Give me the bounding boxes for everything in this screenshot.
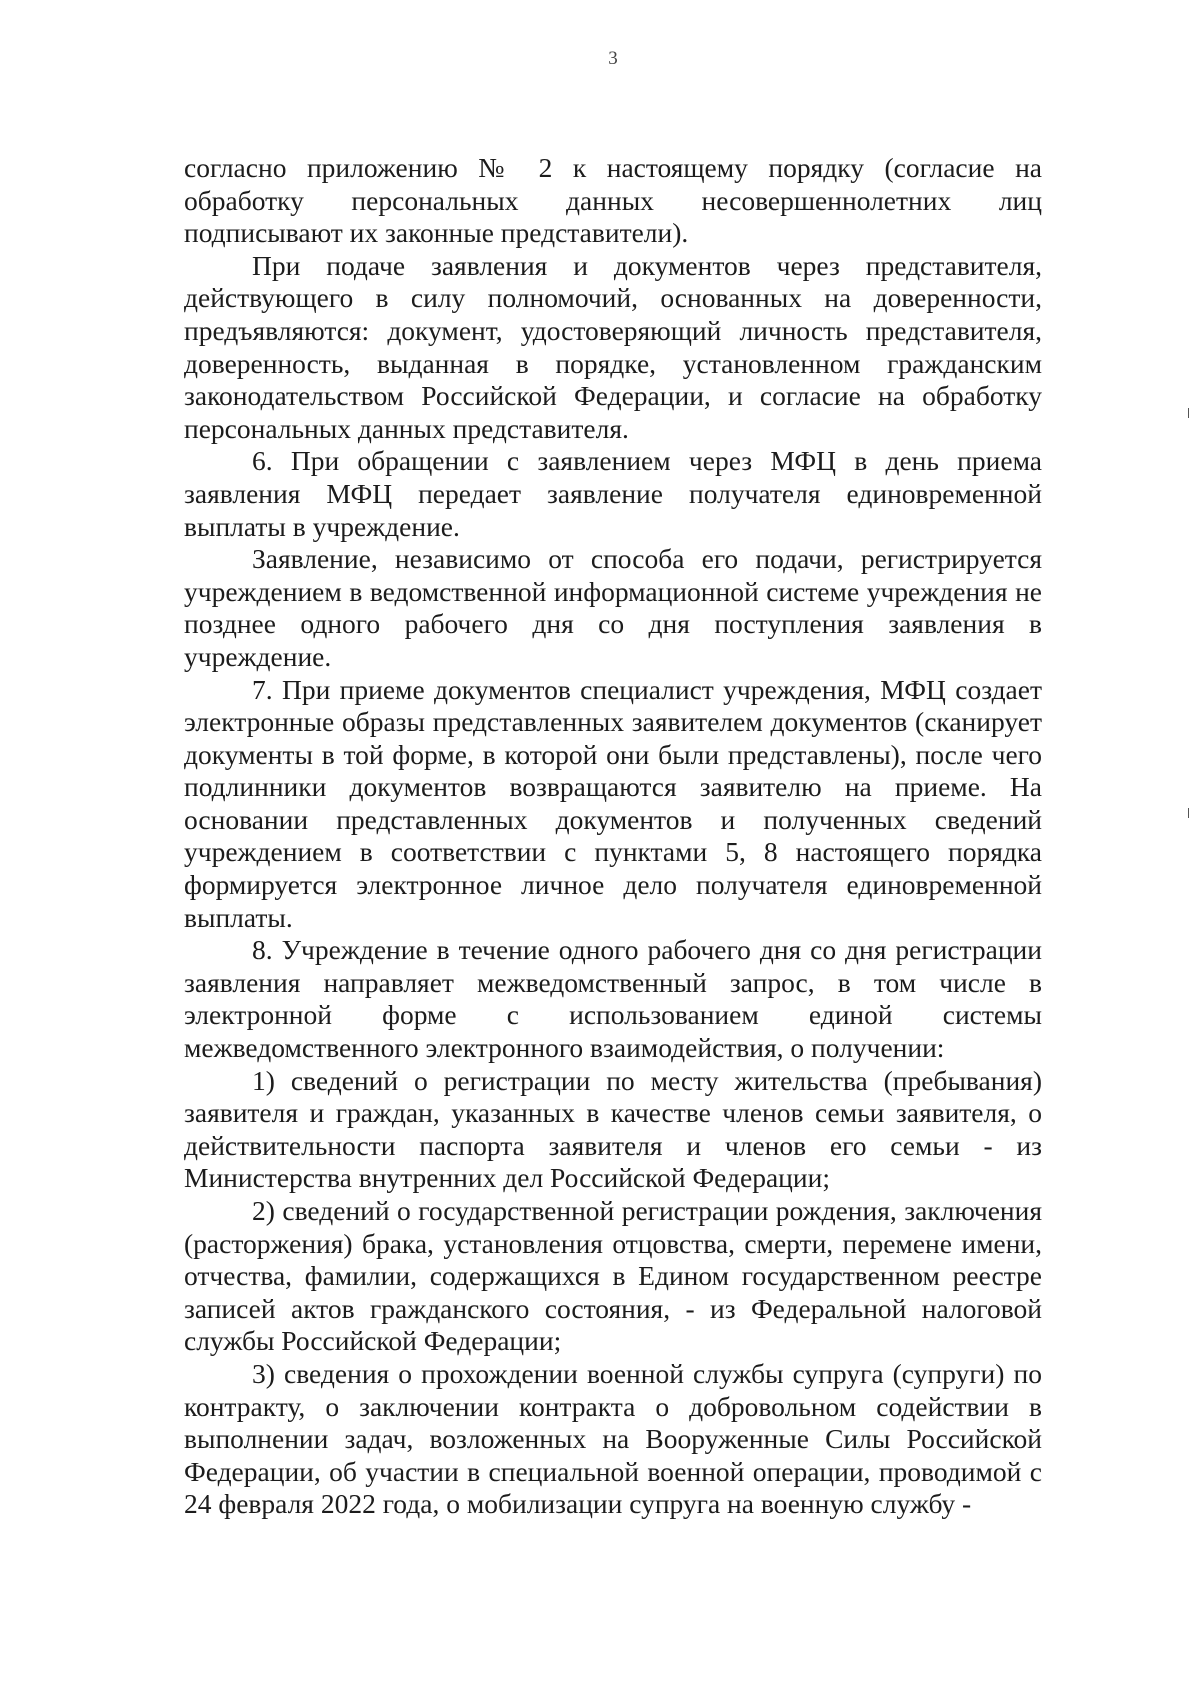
page-number: 3 [608, 48, 618, 69]
list-item-1: 1) сведений о регистрации по месту жительства (пребывания) заявителя и граждан, указанных в качестве членов семьи заявителя, о действительности паспорта заявителя и членов его семьи - из Министерства внутренних дел Российской Федерации; [184, 1064, 1042, 1194]
paragraph-item-8: 8. Учреждение в течение одного рабочего дня со дня регистрации заявления направляет межведомственный запрос, в том числе в электронной форме с использованием единой системы межведомственного электронного взаимодействия, о получении: [184, 934, 1042, 1064]
scan-mark [1188, 808, 1189, 818]
paragraph-consent-continuation: согласно приложению № 2 к настоящему порядку (согласие на обработку персональных данных несовершеннолетних лиц подписывают их законные представители). [184, 152, 1042, 249]
paragraph-item-7: 7. При приеме документов специалист учреждения, МФЦ создает электронные образы представленных заявителем документов (сканирует документы в той форме, в которой они были представлены), после чего подлинники документов возвращаются заявителю на приеме. На основании представленных документов и полученных сведений учреждением в соответствии с пунктами 5, 8 настоящего порядка формируется электронное личное дело получателя единовременной выплаты. [184, 673, 1042, 933]
list-item-3: 3) сведения о прохождении военной службы супруга (супруги) по контракту, о заключении контракта о добровольном содействии в выполнении задач, возложенных на Вооруженные Силы Российской Федерации, об участии в специальной военной операции, проводимой с 24 февраля 2022 года, о мобилизации супруга на военную службу - [184, 1357, 1042, 1520]
scan-mark [1188, 408, 1189, 418]
paragraph-item-6: 6. При обращении с заявлением через МФЦ в день приема заявления МФЦ передает заявление получателя единовременной выплаты в учреждение. [184, 445, 1042, 542]
list-item-2: 2) сведений о государственной регистрации рождения, заключения (расторжения) брака, установления отцовства, смерти, перемене имени, отчества, фамилии, содержащихся в Едином государственном реестре записей актов гражданского состояния, - из Федеральной налоговой службы Российской Федерации; [184, 1195, 1042, 1357]
paragraph-representative: При подаче заявления и документов через представителя, действующего в силу полномочий, основанных на доверенности, предъявляются: документ, удостоверяющий личность представителя, доверенность, выданная в порядке, установленном гражданским законодательством Российской Федерации, и согласие на обработку персональных данных представителя. [184, 249, 1042, 444]
document-body [184, 152, 1042, 1521]
paragraph-registration: Заявление, независимо от способа его подачи, регистрируется учреждением в ведомственной информационной системе учреждения не позднее одного рабочего дня со дня поступления заявления в учреждение. [184, 543, 1042, 672]
